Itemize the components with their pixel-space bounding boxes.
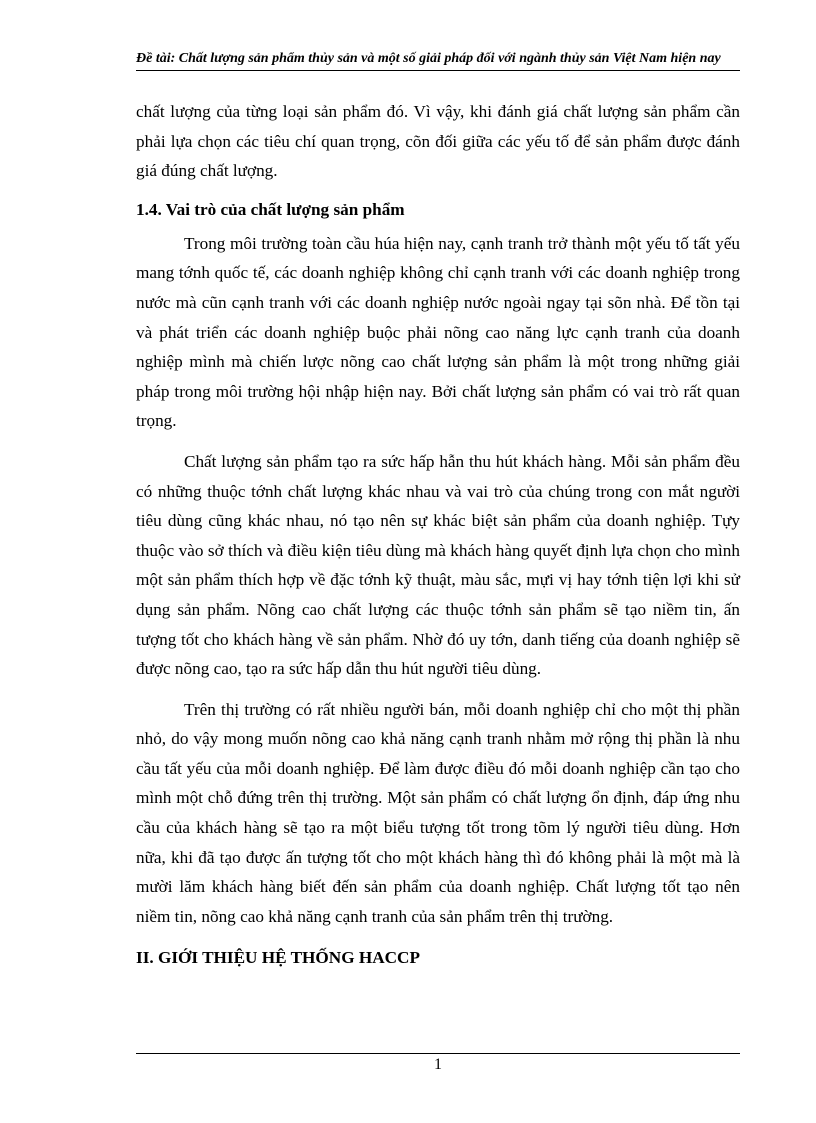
body-paragraph: Trong môi trường toàn cầu húa hiện nay, cạnh tranh trở thành một yếu tố tất yếu mang tớnh quốc tế, các doanh nghiệp không chỉ cạnh tranh với các doanh nghiệp trong nước mà cũn cạnh tranh với các doanh nghiệp nước ngoài ngay tại sõn nhà. Để tồn tại và phát triển các doanh nghiệp buộc phải nõng cao năng lực cạnh tranh của doanh nghiệp mình mà chiến lược nõng cao chất lượng sản phẩm là một trong những giải pháp trong môi trường hội nhập hiện nay. Bởi chất lượng sản phẩm có vai trò rất quan trọng.	[136, 233, 740, 431]
section-heading: II. GIỚI THIỆU HỆ THỐNG HACCP	[136, 948, 420, 968]
continuation-paragraph: chất lượng của từng loại sản phẩm đó. Vì vậy, khi đánh giá chất lượng sản phẩm cần phải lựa chọn các tiêu chí quan trọng, cõn đối giữa các yếu tố để sản phẩm được đánh giá đúng chất lượng.	[136, 102, 740, 181]
page-number: 1	[434, 1056, 442, 1073]
body-paragraph: Trên thị trường có rất nhiều người bán, mỗi doanh nghiệp chỉ cho một thị phần nhỏ, do vậy mong muốn nõng cao khả năng cạnh tranh nhằm mở rộng thị phần là nhu cầu tất yếu của mỗi doanh nghiệp. Để làm được điều đó mỗi doanh nghiệp cần tạo cho mình một chỗ đứng trên thị trường. Một sản phẩm có chất lượng ổn định, đáp ứng nhu cầu của khách hàng sẽ tạo ra một biểu tượng tốt trong tõm lý người tiêu dùng. Hơn nữa, khi đã tạo được ấn tượng tốt cho một khách hàng thì đó không phải là một mà là mười lăm khách hàng biết đến sản phẩm của doanh nghiệp. Chất lượng tốt tạo nên niềm tin, nõng cao khả năng cạnh tranh của sản phẩm trên thị trường.	[136, 699, 740, 926]
footer-divider	[136, 1053, 740, 1054]
header-title: Chất lượng sản phẩm thủy sản và một số giải pháp đối với ngành thủy sản Việt Nam hiện nay	[175, 51, 721, 66]
section-heading: 1.4. Vai trò của chất lượng sản phẩm	[136, 199, 405, 219]
header-prefix: Đề tài:	[136, 51, 176, 66]
page-header	[136, 48, 740, 71]
body-paragraph: Chất lượng sản phẩm tạo ra sức hấp hẫn thu hút khách hàng. Mỗi sản phẩm đều có những thuộc tớnh chất lượng khác nhau và vai trò của chúng trong con mắt người tiêu dùng cũng khác nhau, nó tạo nên sự khác biệt sản phẩm của doanh nghiệp. Tựy thuộc vào sở thích và điều kiện tiêu dùng mà khách hàng quyết định lựa chọn cho mình một sản phẩm thích hợp về đặc tớnh kỹ thuật, màu sắc, mựi vị hay tớnh tiện lợi khi sử dụng sản phẩm. Nõng cao chất lượng các thuộc tớnh sản phẩm sẽ tạo niềm tin, ấn tượng tốt cho khách hàng về sản phẩm. Nhờ đó uy tớn, danh tiếng của doanh nghiệp sẽ được nõng cao, tạo ra sức hấp dẫn thu hút người tiêu dùng.	[136, 451, 740, 679]
document-body	[136, 97, 740, 977]
